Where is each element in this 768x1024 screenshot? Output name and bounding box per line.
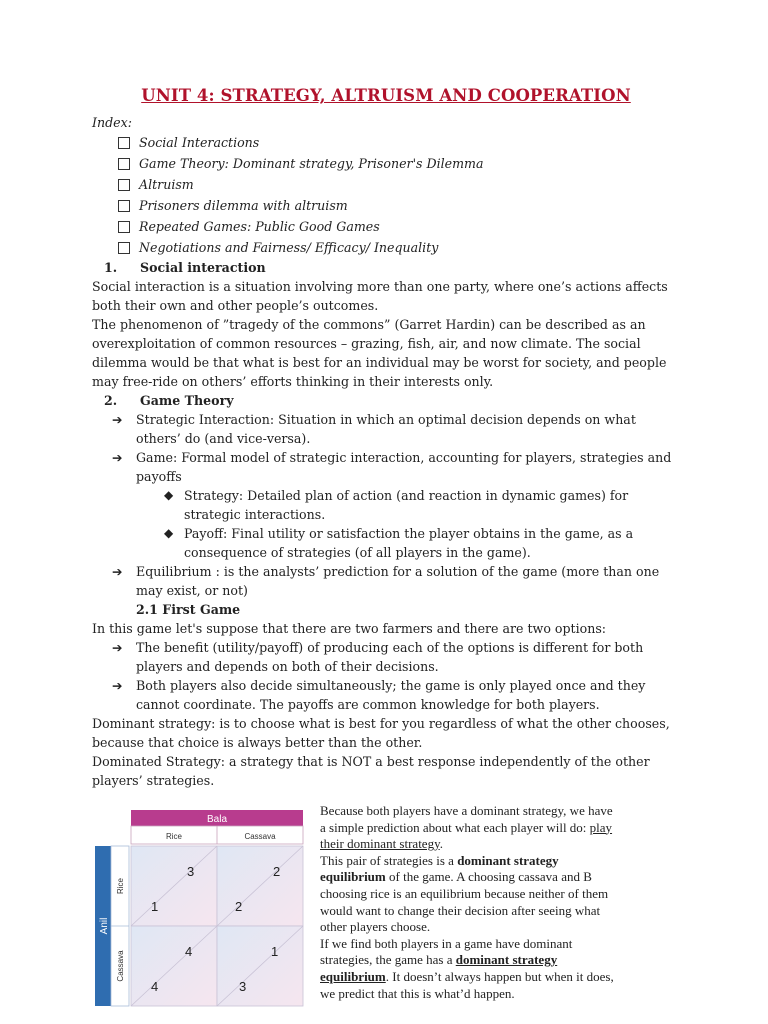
index-item: Prisoners dilemma with altruism <box>118 195 680 216</box>
game-intro: In this game let's suppose that there are two farmers and there are two options: <box>92 621 607 636</box>
dominant-strategy-definition: Dominant strategy: is to choose what is best for you regardless of what the other chooses, because that choice is always better than the other. <box>92 716 670 750</box>
subsection-heading: 2.1 First Game <box>136 602 241 617</box>
checkbox-icon <box>118 137 130 149</box>
section-1-paragraph: The phenomenon of ”tragedy of the commons” (Garret Hardin) can be described as an overexploitation of common resources – grazing, fish, air, and now climate. The social dilemma would be that what is best for an individual may be worst for society, and people may free-ride on others’ efforts thinking in their interests only. <box>92 317 667 389</box>
checkbox-icon <box>118 200 130 212</box>
diamond-icon: ◆ <box>164 526 174 540</box>
row-player-label: Anil <box>99 917 110 935</box>
svg-text:2: 2 <box>235 899 243 914</box>
payoff-cell <box>217 846 303 926</box>
bullet-item: ➔ The benefit (utility/payoff) of producing each of the options is different for both players and depends on both of their decisions. <box>112 640 644 674</box>
svg-text:1: 1 <box>151 899 159 914</box>
explanation-para-1: Because both players have a dominant strategy, we have a simple prediction about what each player will do: play their dominant strategy. <box>320 803 613 852</box>
bullet-item: ➔ Game: Formal model of strategic interaction, accounting for players, strategies and payoffs <box>112 450 672 484</box>
column-player-label: Bala <box>206 814 228 825</box>
equilibrium-explanation <box>320 803 620 1002</box>
svg-text:4: 4 <box>185 944 193 959</box>
row-option-rice: Rice <box>116 877 125 895</box>
explanation-para-3: If we find both players in a game have dominant strategies, the game has a dominant strategy equilibrium. It doesn’t always happen but when it does, we predict that this is what’d happen. <box>320 935 614 1001</box>
section-1-heading: 1. Social interaction <box>104 260 266 275</box>
bullet-item: ➔ Equilibrium : is the analysts’ prediction for a solution of the game (more than one may exist, or not) <box>112 564 660 598</box>
checkbox-icon <box>118 179 130 191</box>
arrow-icon: ➔ <box>112 450 123 465</box>
index-item: Social Interactions <box>118 132 680 153</box>
svg-text:3: 3 <box>187 864 195 879</box>
index-item: Game Theory: Dominant strategy, Prisoner's Dilemma <box>118 153 680 174</box>
bullet-item: ➔ Both players also decide simultaneously; the game is only played once and they cannot coordinate. The payoffs are common knowledge for both players. <box>112 678 646 712</box>
index-label: Index: <box>92 115 132 130</box>
row-option-cassava: Cassava <box>116 950 125 982</box>
sub-bullet-item: ◆ Strategy: Detailed plan of action (and reaction in dynamic games) for strategic interactions. <box>164 488 629 522</box>
dominated-strategy-definition: Dominated Strategy: a strategy that is NOT a best response independently of the other players’ strategies. <box>92 754 650 788</box>
svg-text:3: 3 <box>239 979 247 994</box>
section-2-heading: 2. Game Theory <box>104 393 234 408</box>
index-item: Altruism <box>118 174 680 195</box>
arrow-icon: ➔ <box>112 640 123 655</box>
payoff-cell <box>131 846 217 926</box>
svg-text:2: 2 <box>273 864 281 879</box>
section-1-paragraph: Social interaction is a situation involving more than one party, where one’s actions affects both their own and other people’s outcomes. <box>92 279 668 313</box>
arrow-icon: ➔ <box>112 678 123 693</box>
bullet-item: ➔ Strategic Interaction: Situation in which an optimal decision depends on what others’ do (and vice-versa). <box>112 412 636 446</box>
index-item: Negotiations and Fairness/ Efficacy/ Inequality <box>118 237 680 258</box>
arrow-icon: ➔ <box>112 564 123 579</box>
index-item: Repeated Games: Public Good Games <box>118 216 680 237</box>
page-title: UNIT 4: STRATEGY, ALTRUISM AND COOPERATION <box>141 86 631 105</box>
svg-text:4: 4 <box>151 979 159 994</box>
checkbox-icon <box>118 158 130 170</box>
column-option-cassava: Cassava <box>244 832 276 841</box>
payoff-cell <box>131 926 217 1006</box>
payoff-cell <box>217 926 303 1006</box>
arrow-icon: ➔ <box>112 412 123 427</box>
svg-text:1: 1 <box>271 944 279 959</box>
explanation-para-2: This pair of strategies is a dominant strategy equilibrium of the game. A choosing cassava and B choosing rice is an equilibrium because neither of them would want to change their decision after seeing what other players choose. <box>320 852 609 935</box>
payoff-matrix <box>95 808 305 1008</box>
checkbox-icon <box>118 221 130 233</box>
column-option-rice: Rice <box>165 832 183 841</box>
diamond-icon: ◆ <box>164 488 174 502</box>
document <box>92 86 680 790</box>
checkbox-icon <box>118 242 130 254</box>
sub-bullet-item: ◆ Payoff: Final utility or satisfaction the player obtains in the game, as a consequence of strategies (of all players in the game). <box>164 526 634 560</box>
